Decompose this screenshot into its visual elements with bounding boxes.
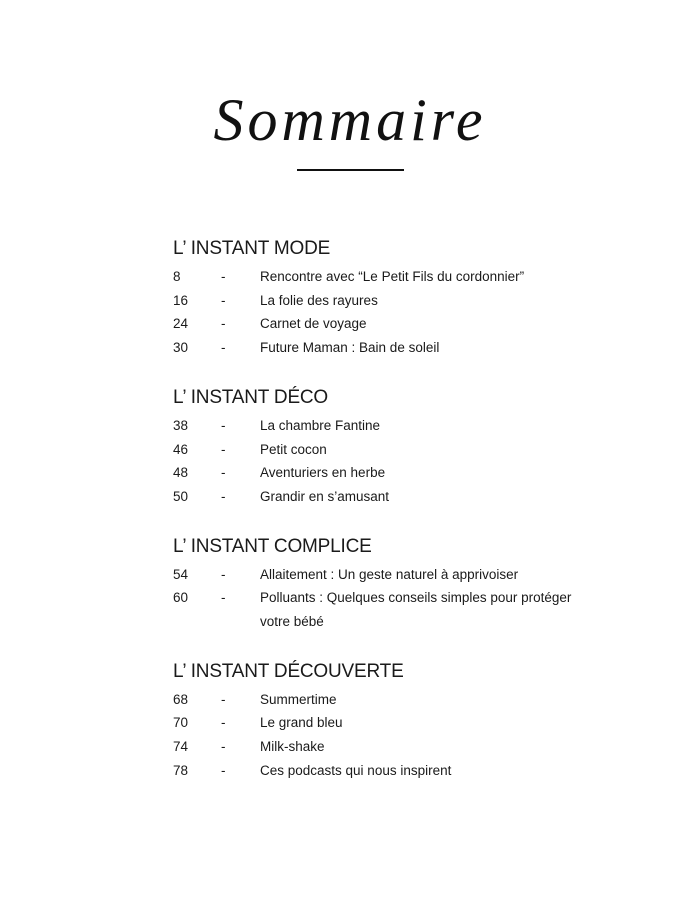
page-number: 8: [173, 269, 181, 284]
title-underline: [297, 169, 404, 171]
toc-entry: [173, 688, 593, 712]
toc-entry: [173, 461, 593, 485]
separator: -: [221, 292, 226, 308]
separator: -: [221, 316, 226, 332]
entry-title: La folie des rayures: [260, 292, 378, 308]
page-number: 74: [173, 739, 189, 755]
toc-entry: [173, 289, 593, 313]
page-number: 46: [173, 441, 189, 457]
toc-entry: [173, 265, 593, 289]
section-heading: L’ INSTANT DÉCOUVERTE: [173, 660, 404, 682]
entry-title: Rencontre avec “Le Petit Fils du cordonnier”: [260, 269, 525, 284]
entry-title: Grandir en s’amusant: [260, 488, 390, 504]
entry-title: Le grand bleu: [260, 715, 343, 731]
toc-entry: [173, 414, 593, 438]
separator: -: [221, 465, 226, 481]
separator: -: [221, 488, 226, 504]
toc-entry: [173, 563, 593, 587]
toc-entry: [173, 438, 593, 462]
toc-section: [173, 533, 593, 634]
separator: -: [221, 566, 226, 582]
toc-entry: [173, 711, 593, 735]
page-number: 70: [173, 715, 189, 731]
page-number: 68: [173, 691, 189, 707]
entry-title: Aventuriers en herbe: [260, 465, 386, 481]
page-title: Sommaire: [213, 87, 487, 153]
toc-entry: [173, 485, 593, 509]
toc-section: [173, 384, 593, 509]
separator: -: [221, 691, 226, 707]
page-number: 48: [173, 465, 189, 481]
separator: -: [221, 715, 226, 731]
page-number: 24: [173, 316, 189, 332]
entry-title: Future Maman : Bain de soleil: [260, 340, 440, 356]
page-number: 60: [173, 590, 189, 606]
separator: -: [221, 762, 226, 778]
toc-entry: [173, 336, 593, 360]
page-number: 50: [173, 488, 189, 504]
separator: -: [221, 739, 226, 755]
section-heading: L’ INSTANT MODE: [173, 238, 331, 259]
entry-title: Ces podcasts qui nous inspirent: [260, 762, 452, 778]
entry-title: Petit cocon: [260, 441, 327, 457]
entry-title: La chambre Fantine: [260, 417, 381, 433]
page-number: 78: [173, 762, 189, 778]
entry-title: Polluants : Quelques conseils simples pour protéger votre bébé: [260, 590, 572, 630]
entry-title: Milk-shake: [260, 739, 325, 755]
separator: -: [221, 441, 226, 457]
entry-title: Carnet de voyage: [260, 316, 367, 332]
section-heading: L’ INSTANT DÉCO: [173, 386, 329, 408]
toc-entry: [173, 586, 593, 633]
page-number: 54: [173, 566, 189, 582]
page-number: 38: [173, 417, 189, 433]
toc-entry: [173, 312, 593, 336]
separator: -: [221, 340, 226, 356]
toc-section: [173, 658, 593, 783]
table-of-contents: [173, 235, 593, 807]
page-number: 16: [173, 292, 189, 308]
toc-entry: [173, 759, 593, 783]
entry-title: Allaitement : Un geste naturel à apprivoiser: [260, 566, 519, 582]
toc-section: [173, 235, 593, 360]
page-number: 30: [173, 340, 189, 356]
entry-title: Summertime: [260, 691, 337, 707]
section-heading: L’ INSTANT COMPLICE: [173, 535, 372, 557]
toc-entry: [173, 735, 593, 759]
separator: -: [221, 590, 226, 606]
separator: -: [221, 269, 226, 284]
separator: -: [221, 417, 226, 433]
